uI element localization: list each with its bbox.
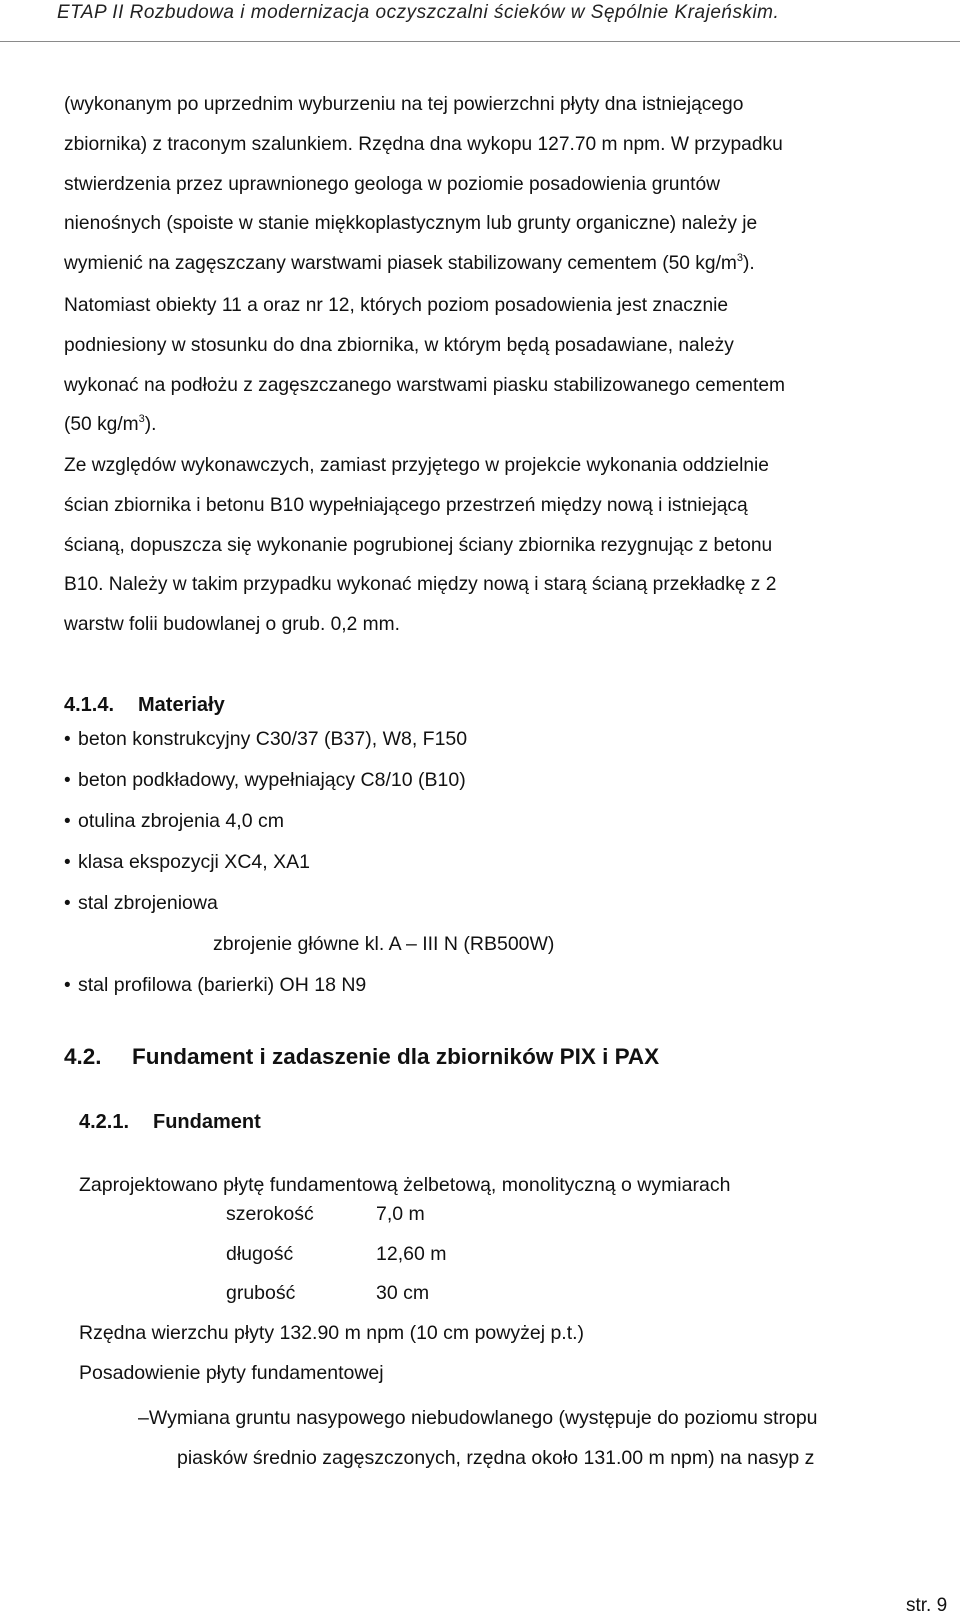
text-line: (50 $kg/m^3$).	[64, 413, 157, 436]
paragraph-walls	[64, 446, 957, 645]
section-number: 4.1.4.	[64, 694, 115, 716]
list-item: • otulina zbrojenia 4,0 cm	[64, 810, 284, 832]
text-line: wykonać na podłożu z zagęszczanego warstwami piasku stabilizowanego cementem	[64, 374, 785, 396]
dimension-row	[226, 1243, 446, 1266]
text-line: ścianą, dopuszcza się wykonanie pogrubionej ściany zbiornika rezygnując z betonu	[64, 534, 773, 556]
section-number: 4.2.1.	[79, 1111, 130, 1133]
list-item: • klasa ekspozycji XC4, XA1	[64, 851, 310, 873]
dimension-value: 7,0 m	[376, 1203, 425, 1225]
text-line: warstw folii budowlanej o grub. 0,2 mm.	[64, 614, 400, 636]
section-heading-foundation-roof	[64, 1044, 659, 1070]
section-number: 4.2.	[64, 1044, 102, 1069]
text-line: podniesiony w stosunku do dna zbiornika, w którym będą posadawiane, należy	[64, 334, 734, 356]
slab-elevation: Rzędna wierzchu płyty 132.90 m npm (10 cm powyżej p.t.)	[79, 1322, 585, 1344]
header-title: ETAP II Rozbudowa i modernizacja oczyszczalni ścieków w Sępólnie Krajeńskim.	[57, 2, 780, 23]
rebar-detail: zbrojenie główne kl. A – III N (RB500W)	[213, 933, 555, 955]
section-heading-materials	[64, 694, 225, 717]
page-header	[0, 0, 960, 42]
section-title: Fundament	[153, 1111, 261, 1133]
text-line: nienośnych (spoiste w stanie miękkoplastycznym lub grunty organiczne) należy je	[64, 213, 758, 235]
bullet-icon: •	[64, 729, 71, 750]
list-item: • beton konstrukcyjny C30/37 (B37), W8, F150	[64, 728, 468, 750]
dimension-value: 30 cm	[376, 1282, 430, 1304]
list-item: • stal profilowa (barierki) OH 18 N9	[64, 974, 367, 996]
section-title: Materiały	[138, 694, 225, 716]
dash-list-item: –Wymiana gruntu nasypowego niebudowlanego (występuje do poziomu stropu	[138, 1407, 818, 1429]
dimension-label: długość	[226, 1243, 294, 1265]
bullet-icon: •	[64, 770, 71, 791]
text-line: Natomiast obiekty 11 a oraz nr 12, których poziom posadowienia jest znacznie	[64, 295, 729, 316]
dimension-label: szerokość	[226, 1203, 314, 1225]
dimension-value: 12,60 m	[376, 1243, 447, 1265]
paragraph-objects	[64, 286, 957, 445]
bullet-icon: •	[64, 852, 71, 873]
section-title: Fundament i zadaszenie dla zbiorników PIX i PAX	[132, 1044, 660, 1069]
text-line: B10. Należy w takim przypadku wykonać między nową i starą ścianą przekładkę z 2	[64, 574, 777, 596]
superscript: 3	[138, 413, 145, 426]
section-heading-foundation	[79, 1111, 261, 1134]
dash-icon: –	[138, 1407, 149, 1429]
bullet-icon: •	[64, 811, 71, 832]
foundation-intro: Zaprojektowano płytę fundamentową żelbetową, monolityczną o wymiarach	[79, 1174, 731, 1196]
text-line: stwierdzenia przez uprawnionego geologa w poziomie posadowienia gruntów	[64, 173, 720, 195]
dimension-row	[226, 1282, 429, 1305]
page-number: str. 9	[906, 1595, 948, 1616]
text-line: (wykonanym po uprzednim wyburzeniu na tej powierzchni płyty dna istniejącego	[64, 94, 744, 115]
superscript: 3	[736, 252, 744, 265]
bullet-icon: •	[64, 975, 71, 996]
dash-list-item-continuation: piasków średnio zagęszczonych, rzędna około 131.00 m npm) na nasyp z	[177, 1447, 815, 1469]
text-line: Ze względów wykonawczych, zamiast przyjętego w projekcie wykonania oddzielnie	[64, 455, 769, 476]
bullet-icon: •	[64, 893, 71, 914]
text-line: ścian zbiornika i betonu B10 wypełniającego przestrzeń między nową i istniejącą	[64, 494, 748, 516]
dimension-label: grubość	[226, 1282, 296, 1304]
text-line: wymienić na zagęszczany warstwami piasek stabilizowany cementem (50 $kg/m^3$).	[64, 252, 755, 275]
text-line: zbiornika) z traconym szalunkiem. Rzędna dna wykopu 127.70 m npm. W przypadku	[64, 133, 783, 155]
list-item: • beton podkładowy, wypełniający C8/10 (B10)	[64, 769, 466, 791]
list-item: • stal zbrojeniowa	[64, 892, 218, 914]
paragraph-excavation	[64, 85, 957, 284]
foundation-label: Posadowienie płyty fundamentowej	[79, 1362, 384, 1384]
dimension-row	[226, 1203, 425, 1226]
